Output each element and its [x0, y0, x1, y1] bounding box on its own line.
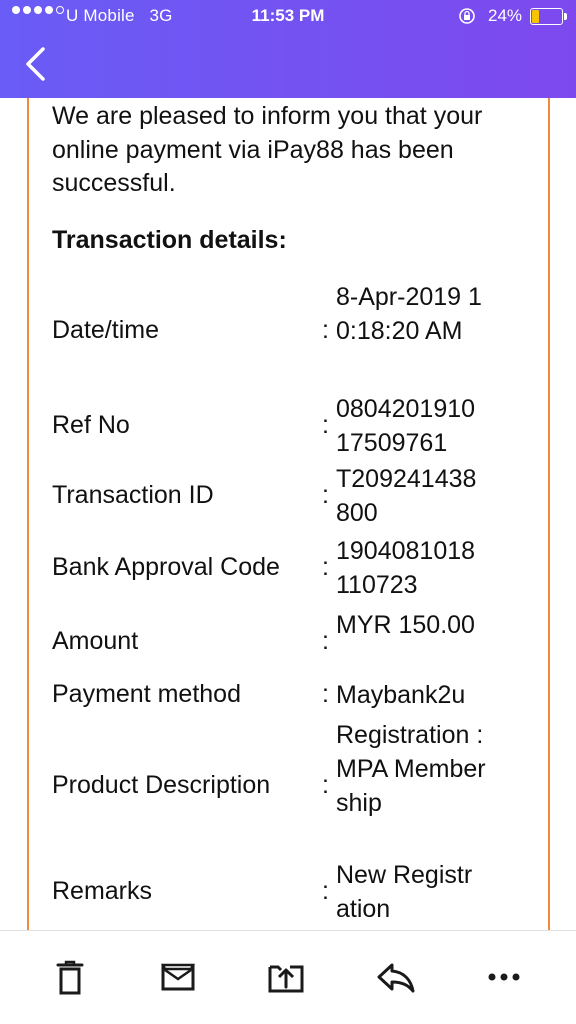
- detail-label: Remarks: [52, 877, 153, 905]
- battery-icon: [530, 8, 563, 25]
- detail-value: 1904081018110723: [336, 537, 476, 599]
- trash-icon[interactable]: [48, 955, 92, 999]
- detail-row: [29, 462, 548, 530]
- detail-value: MYR 150.00: [336, 611, 475, 639]
- bottom-toolbar: [0, 930, 576, 1024]
- battery-percentage: 24%: [488, 6, 523, 25]
- detail-label: Ref No: [52, 411, 130, 439]
- detail-label: Transaction ID: [52, 481, 214, 509]
- section-title: Transaction details:: [52, 226, 287, 254]
- battery-nub: [564, 13, 567, 20]
- detail-row: [29, 858, 548, 926]
- detail-colon: :: [322, 627, 329, 655]
- detail-colon: :: [322, 481, 329, 509]
- detail-label: Payment method: [52, 680, 241, 708]
- detail-label: Bank Approval Code: [52, 553, 280, 581]
- detail-colon: :: [322, 771, 329, 799]
- battery-level-fill: [532, 10, 539, 23]
- clock: 11:53 PM: [251, 6, 325, 25]
- detail-row: [29, 718, 548, 854]
- detail-value: Registration : MPA Membership: [336, 721, 486, 817]
- intro-text: We are pleased to inform you that your online payment via iPay88 has been successful.: [52, 102, 483, 197]
- detail-row: [29, 534, 548, 602]
- carrier-label: U Mobile 3G: [66, 6, 173, 25]
- detail-colon: :: [322, 680, 329, 708]
- app-header: [0, 0, 576, 98]
- detail-label: Product Description: [52, 771, 271, 799]
- reply-icon[interactable]: [374, 955, 418, 999]
- detail-colon: :: [322, 553, 329, 581]
- status-bar: [0, 0, 576, 34]
- detail-value: 8-Apr-2019 10:18:20 AM: [336, 283, 482, 345]
- detail-colon: :: [322, 877, 329, 905]
- detail-label: Amount: [52, 627, 139, 655]
- email-body: [27, 98, 550, 930]
- detail-colon: :: [322, 316, 329, 344]
- back-button[interactable]: [18, 44, 54, 84]
- detail-value: New Registration: [336, 861, 473, 923]
- detail-row: [29, 678, 548, 712]
- detail-value: T209241438800: [336, 465, 477, 527]
- detail-row: [29, 392, 548, 460]
- more-icon[interactable]: [482, 955, 526, 999]
- detail-label: Date/time: [52, 316, 159, 344]
- detail-row: [29, 608, 548, 676]
- chevron-left-icon: [28, 49, 43, 79]
- detail-value: Maybank2u: [336, 681, 466, 709]
- detail-row: [29, 280, 548, 382]
- rotation-lock-icon: [458, 7, 476, 25]
- detail-value: 080420191017509761: [336, 395, 476, 457]
- archive-icon[interactable]: [156, 955, 200, 999]
- share-icon[interactable]: [264, 955, 308, 999]
- detail-colon: :: [322, 411, 329, 439]
